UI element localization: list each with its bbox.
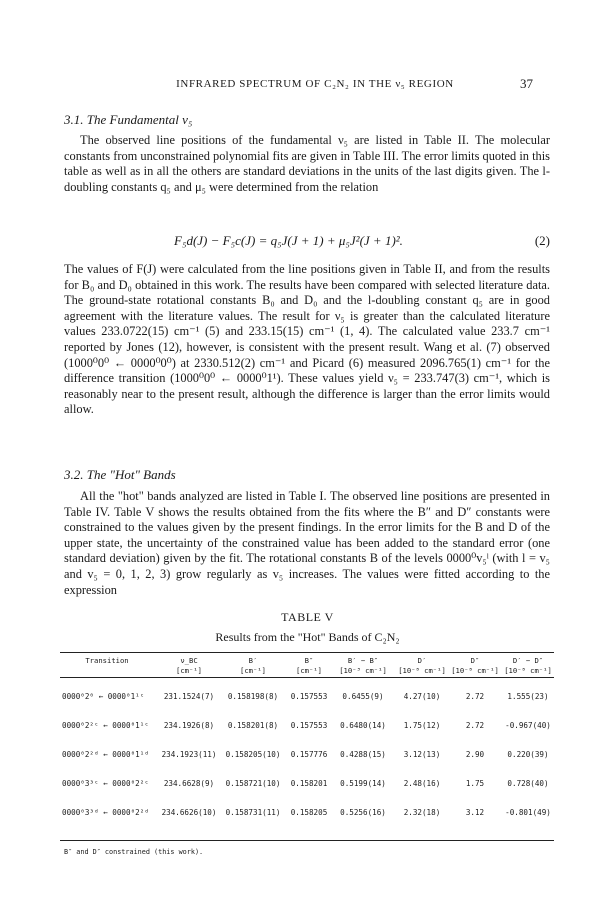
column-unit: [cm⁻¹] bbox=[240, 666, 266, 675]
table-cell-transition: 0000⁰3³ᵈ ← 0000⁰2²ᵈ bbox=[62, 808, 149, 817]
table-cell: 0.157553 bbox=[290, 721, 328, 730]
table-column-header bbox=[448, 656, 502, 676]
table-cell: 3.12(13) bbox=[403, 750, 441, 759]
column-unit: [10⁻³ cm⁻¹] bbox=[339, 666, 387, 675]
table-cell: 0.4288(15) bbox=[340, 750, 386, 759]
table-cell: 2.32(18) bbox=[403, 808, 441, 817]
table-cell: 4.27(10) bbox=[403, 692, 441, 701]
column-label: D′ − D″ bbox=[512, 656, 544, 665]
table-cell: 0.158205 bbox=[290, 808, 328, 817]
table-cell: 0.158201 bbox=[290, 779, 328, 788]
section-heading-fundamental: 3.1. The Fundamental ν₅ bbox=[64, 112, 193, 127]
table-column-header bbox=[284, 656, 334, 676]
table-cell: 0.157553 bbox=[290, 692, 328, 701]
table-cell: 0.728(40) bbox=[507, 779, 549, 788]
table-cell: 2.90 bbox=[465, 750, 485, 759]
table-cell: 2.48(16) bbox=[403, 779, 441, 788]
table-cell-transition: 0000⁰2⁰ ← 0000⁰1¹ᶜ bbox=[62, 692, 145, 701]
paragraph-hot-bands: All the "hot" bands analyzed are listed in Table I. The observed line positions are presented in Table IV. Table V shows the results obtained from the fits where the B″ and D″ constants were constrained to the values given by the present findings. In the error limits for the B and D of the upper state, the uncertainty of the constrained value has been added to the standard error (one standard deviation) given by the fit. The rotational constants B of the levels 0000⁰v₅ˡ (with l = v₅ and v₅ = 0, 1, 2, 3) grow regularly as v₅ increases. The values were fitted according to the expression bbox=[64, 489, 550, 597]
table-cell: 0.5256(16) bbox=[340, 808, 386, 817]
table-cell-transition: 0000⁰2²ᶜ ← 0000⁰1¹ᶜ bbox=[62, 721, 149, 730]
table-title: TABLE V bbox=[281, 610, 334, 624]
table-cell-transition: 0000⁰3³ᶜ ← 0000⁰2²ᶜ bbox=[62, 779, 149, 788]
column-unit: [10⁻⁸ cm⁻¹] bbox=[451, 666, 499, 675]
table-column-header bbox=[502, 656, 554, 676]
column-unit: [10⁻⁸ cm⁻¹] bbox=[504, 666, 552, 675]
table-cell: 2.72 bbox=[465, 692, 485, 701]
table-cell-transition: 0000⁰2²ᵈ ← 0000⁰1¹ᵈ bbox=[62, 750, 149, 759]
table-cell: 234.1926(8) bbox=[163, 721, 215, 730]
table-header-rule bbox=[60, 677, 554, 678]
equation-body: F₅d(J) − F₅c(J) = q₅J(J + 1) + μ₅J²(J + 1)². bbox=[174, 233, 403, 248]
column-label: ν_BC bbox=[180, 656, 198, 665]
column-label: D′ bbox=[417, 656, 427, 665]
table-cell: 0.220(39) bbox=[507, 750, 549, 759]
table-cell: 234.1923(11) bbox=[161, 750, 217, 759]
table-column-header bbox=[332, 656, 394, 676]
paragraph-fundamental-intro: The observed line positions of the fundamental ν₅ are listed in Table II. The molecular constants from unconstrained polynomial fits are given in Table III. The error limits quoted in this table as well as in all the others are standard deviations in the units of the last digits given. The l-doubling constants q₅ and μ₅ were determined from the relation bbox=[64, 133, 550, 194]
equation-number: (2) bbox=[534, 233, 550, 248]
table-cell: 0.158205(10) bbox=[225, 750, 281, 759]
table-cell: 0.5199(14) bbox=[340, 779, 386, 788]
table-cell: 234.6626(10) bbox=[161, 808, 217, 817]
column-label: Transition bbox=[85, 656, 129, 665]
table-column-header bbox=[222, 656, 284, 676]
table-cell: 2.72 bbox=[465, 721, 485, 730]
column-unit: [10⁻⁸ cm⁻¹] bbox=[398, 666, 446, 675]
table-cell: -0.967(40) bbox=[505, 721, 551, 730]
table-cell: 0.158731(11) bbox=[225, 808, 281, 817]
column-label: B″ bbox=[304, 656, 314, 665]
table-cell: 0.157776 bbox=[290, 750, 328, 759]
table-column-header bbox=[62, 656, 152, 666]
table-bottom-rule bbox=[60, 840, 554, 841]
table-column-header bbox=[394, 656, 450, 676]
table-top-rule bbox=[60, 652, 554, 653]
table-cell: 3.12 bbox=[465, 808, 485, 817]
table-cell: 0.6455(9) bbox=[342, 692, 384, 701]
table-cell: 234.6628(9) bbox=[163, 779, 215, 788]
table-cell: 0.158721(10) bbox=[225, 779, 281, 788]
table-cell: 1.75(12) bbox=[403, 721, 441, 730]
table-cell: 1.555(23) bbox=[507, 692, 549, 701]
column-label: B′ − B″ bbox=[347, 656, 379, 665]
table-cell: -0.801(49) bbox=[505, 808, 551, 817]
page-number: 37 bbox=[520, 76, 533, 91]
table-cell: 1.75 bbox=[465, 779, 485, 788]
table-column-header bbox=[158, 656, 220, 676]
section-heading-hot-bands: 3.2. The "Hot" Bands bbox=[64, 467, 176, 482]
equation-2 bbox=[64, 233, 550, 251]
table-cell: 231.1524(7) bbox=[163, 692, 215, 701]
column-unit: [cm⁻¹] bbox=[296, 666, 322, 675]
table-caption: Results from the "Hot" Bands of C₂N₂ bbox=[215, 630, 400, 644]
table-cell: 0.6480(14) bbox=[340, 721, 386, 730]
column-label: D″ bbox=[470, 656, 480, 665]
table-footnote: B″ and D″ constrained (this work). bbox=[64, 848, 204, 856]
running-head: INFRARED SPECTRUM OF C₂N₂ IN THE ν₅ REGION bbox=[176, 78, 454, 90]
table-cell: 0.158201(8) bbox=[227, 721, 279, 730]
paragraph-fundamental-results: The values of F(J) were calculated from the line positions given in Table II, and from the results for B₀ and D₀ obtained in this work. The results have been compared with selected literature data. The ground-state rotational constants B₀ and D₀ and the l-doubling constant q₅ are in good agreement with the literature values. The result for ν₅ is greater than the calculated literature values 233.0722(15) cm⁻¹ (5) and 233.15(15) cm⁻¹ (1, 4). The calculated value 233.7 cm⁻¹ reported by Jones (12), however, is consistent with the present result. Wang et al. (7) observed (1000⁰0⁰ ← 0000⁰0⁰) at 2330.512(2) cm⁻¹ and Picard (6) measured 2096.765(1) cm⁻¹ for the difference transition (1000⁰0⁰ ← 0000⁰1¹). These values yield ν₅ = 233.747(3) cm⁻¹, which is reasonably near to the present result, although the difference is larger than the error limits would allow. bbox=[64, 262, 550, 417]
table-cell: 0.158198(8) bbox=[227, 692, 279, 701]
column-unit: [cm⁻¹] bbox=[176, 666, 202, 675]
column-label: B′ bbox=[248, 656, 258, 665]
